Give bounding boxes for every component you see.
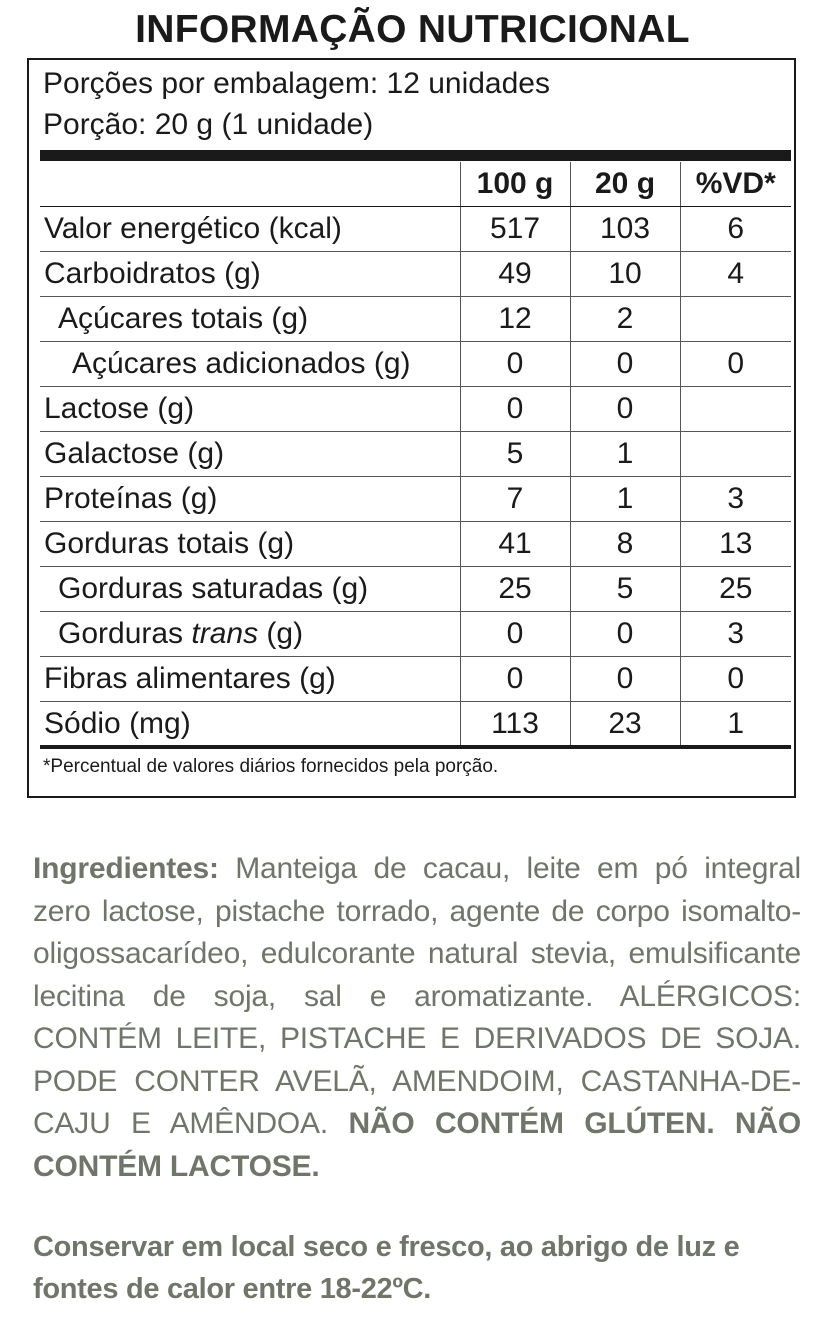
nutrient-label [40, 612, 460, 657]
header-divider [40, 150, 791, 161]
table-header-row [40, 162, 791, 207]
value-vd: 25 [680, 567, 791, 612]
table-row [40, 252, 791, 297]
nutrient-label: Carboidratos (g) [40, 252, 460, 297]
header-blank [40, 162, 460, 207]
value-vd: 1 [680, 702, 791, 747]
value-20g: 1 [570, 477, 680, 522]
nutrition-facts-panel [27, 58, 796, 798]
value-100g: 517 [460, 207, 570, 252]
value-20g: 23 [570, 702, 680, 747]
value-100g: 41 [460, 522, 570, 567]
nutrient-label: Galactose (g) [40, 432, 460, 477]
nutrient-label: Gorduras saturadas (g) [40, 567, 460, 612]
value-vd: 6 [680, 207, 791, 252]
value-vd: 0 [680, 342, 791, 387]
value-20g: 8 [570, 522, 680, 567]
value-20g: 10 [570, 252, 680, 297]
table-row [40, 657, 791, 702]
nutrient-label-italic: trans [191, 617, 259, 650]
table-row [40, 612, 791, 657]
ingredients-text: Manteiga de cacau, leite em pó integral zero lactose, pistache torrado, agente de corpo isomalto-oligossacarídeo, edulcorante natural stevia, emulsificante lecitina de soja, sal e aromatizante. ALÉRGICOS: CONTÉM LEITE, PISTACHE E DERIVADOS DE SOJA. PODE CONTER AVELÃ, AMENDOIM, CASTANHA-DE-CAJU E AMÊNDOA. [33, 852, 801, 1140]
ingredients-paragraph [33, 848, 801, 1188]
value-100g: 113 [460, 702, 570, 747]
table-row [40, 297, 791, 342]
table-row [40, 207, 791, 252]
gluten-warning: NÃO CONTÉM GLÚTEN. [348, 1107, 715, 1140]
nutrient-label: Açúcares adicionados (g) [40, 342, 460, 387]
value-100g: 12 [460, 297, 570, 342]
table-row [40, 702, 791, 747]
nutrient-label: Gorduras totais (g) [40, 522, 460, 567]
table-row [40, 567, 791, 612]
nutrient-label: Açúcares totais (g) [40, 297, 460, 342]
value-vd: 0 [680, 657, 791, 702]
value-20g: 0 [570, 342, 680, 387]
table-row [40, 477, 791, 522]
value-vd [680, 297, 791, 342]
lactose-warning: NÃO CONTÉM LACTOSE. [33, 1107, 801, 1183]
header-100g: 100 g [460, 162, 570, 207]
nutrition-table [40, 162, 791, 746]
portion-size: Porção: 20 g (1 unidade) [43, 108, 374, 141]
nutrient-label: Proteínas (g) [40, 477, 460, 522]
footnote: *Percentual de valores diários fornecidos pela porção. [43, 756, 499, 777]
value-20g: 103 [570, 207, 680, 252]
nutrient-label-prefix: Gorduras [58, 617, 192, 650]
nutrient-label: Fibras alimentares (g) [40, 657, 460, 702]
value-100g: 5 [460, 432, 570, 477]
value-vd: 13 [680, 522, 791, 567]
value-20g: 1 [570, 432, 680, 477]
value-100g: 7 [460, 477, 570, 522]
servings-per-package: Porções por embalagem: 12 unidades [43, 67, 550, 100]
value-vd: 4 [680, 252, 791, 297]
page-title: INFORMAÇÃO NUTRICIONAL [135, 8, 690, 51]
table-row [40, 432, 791, 477]
value-100g: 0 [460, 387, 570, 432]
value-100g: 0 [460, 657, 570, 702]
table-row [40, 522, 791, 567]
nutrient-label-suffix: (g) [258, 617, 304, 650]
value-100g: 25 [460, 567, 570, 612]
nutrient-label: Valor energético (kcal) [40, 207, 460, 252]
value-vd: 3 [680, 612, 791, 657]
nutrient-label: Lactose (g) [40, 387, 460, 432]
value-vd: 3 [680, 477, 791, 522]
value-20g: 0 [570, 387, 680, 432]
table-row [40, 342, 791, 387]
header-20g: 20 g [570, 162, 680, 207]
value-20g: 2 [570, 297, 680, 342]
value-100g: 0 [460, 612, 570, 657]
value-20g: 0 [570, 612, 680, 657]
storage-instructions: Conservar em local seco e fresco, ao abrigo de luz e fontes de calor entre 18-22ºC. [33, 1231, 740, 1305]
value-20g: 5 [570, 567, 680, 612]
ingredients-heading: Ingredientes: [33, 852, 219, 885]
value-vd [680, 387, 791, 432]
value-20g: 0 [570, 657, 680, 702]
header-vd: %VD* [680, 162, 791, 207]
nutrient-label: Sódio (mg) [44, 707, 191, 740]
value-100g: 0 [460, 342, 570, 387]
value-vd [680, 432, 791, 477]
bottom-divider [40, 745, 791, 749]
value-100g: 49 [460, 252, 570, 297]
table-row [40, 387, 791, 432]
